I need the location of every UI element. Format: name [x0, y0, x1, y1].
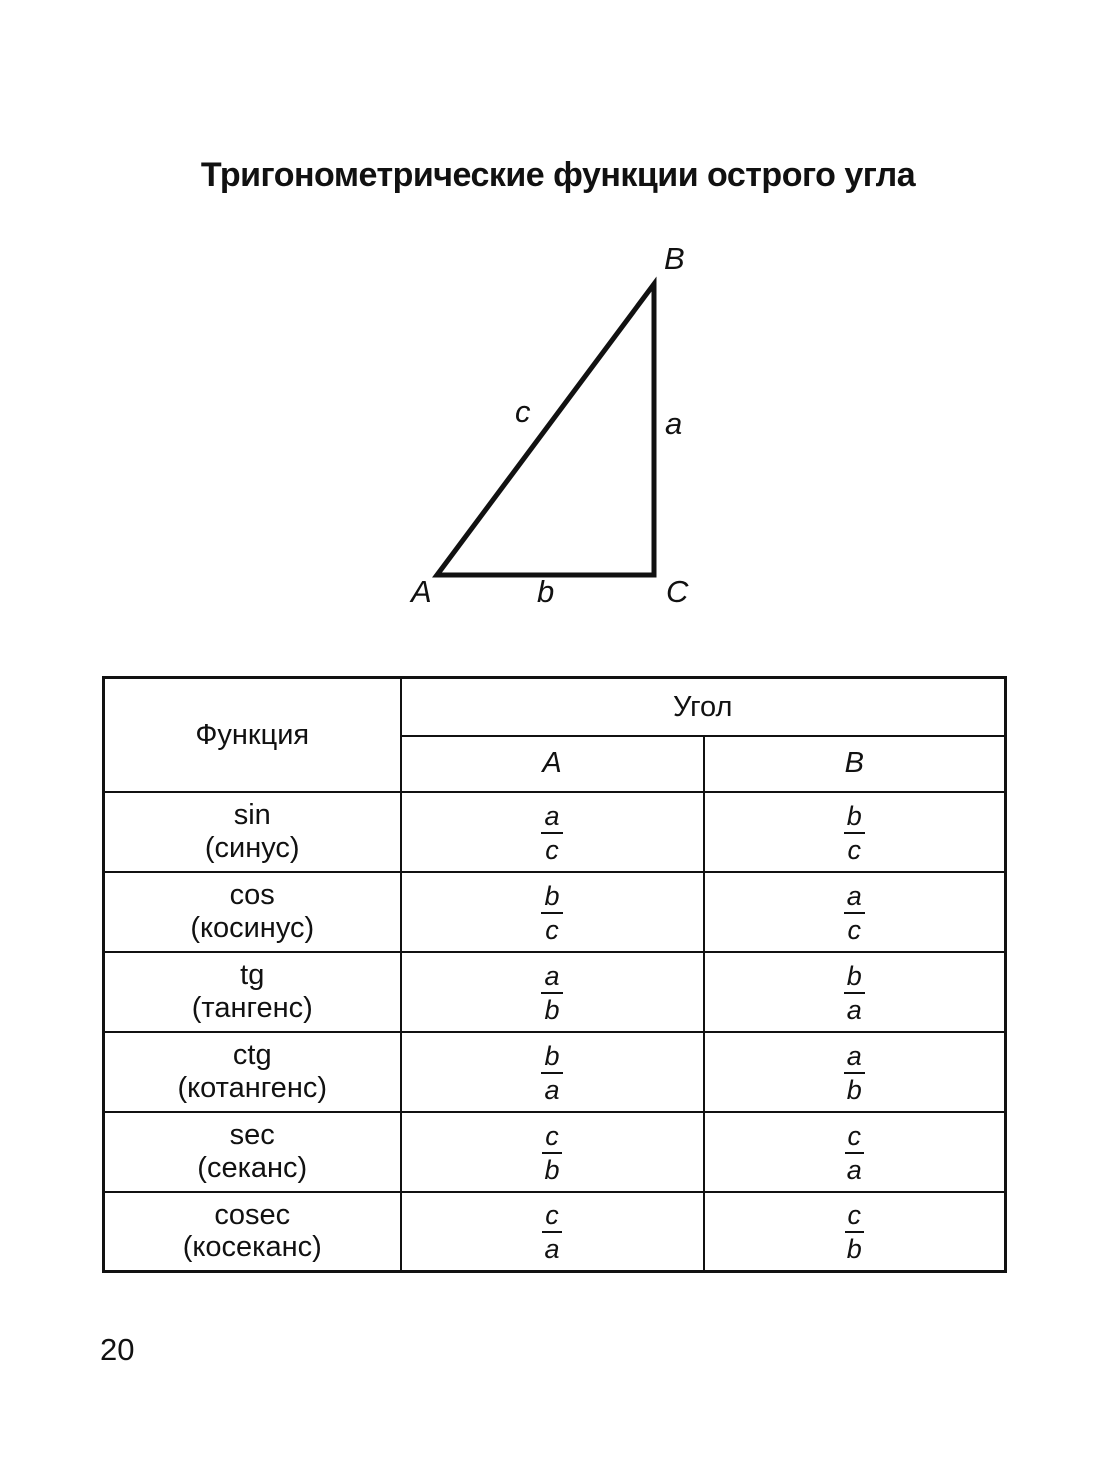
fraction [541, 880, 562, 945]
header-angle: Угол [401, 678, 1006, 736]
ratio-cell-angle-a [401, 1032, 704, 1112]
ratio-cell-angle-a [401, 1192, 704, 1272]
function-name: ctg [232, 1039, 272, 1072]
numerator: b [844, 803, 865, 834]
fraction [541, 1040, 562, 1105]
table-row [104, 1032, 1006, 1112]
denominator: a [544, 1234, 560, 1265]
denominator: c [545, 834, 559, 865]
denominator: a [544, 1074, 560, 1105]
numerator: a [541, 963, 562, 994]
ratio-cell-angle-a [401, 792, 704, 872]
ratio-cell-angle-a [401, 872, 704, 952]
side-label-a: a [665, 406, 683, 441]
function-name-ru: (секанс) [197, 1151, 308, 1184]
fraction [844, 960, 865, 1025]
fraction [844, 880, 865, 945]
denominator: b [544, 994, 560, 1025]
function-name: tg [240, 959, 265, 992]
function-name-ru: (котангенс) [177, 1071, 327, 1104]
vertex-label-c: C [666, 574, 689, 609]
table-row [104, 872, 1006, 952]
numerator: c [845, 1202, 865, 1233]
ratio-cell-angle-b [704, 1192, 1006, 1272]
vertex-label-a: A [411, 574, 432, 609]
page-number: 20 [100, 1332, 135, 1367]
ratio-cell-angle-a [401, 952, 704, 1032]
ratio-cell-angle-b [704, 792, 1006, 872]
denominator: b [846, 1074, 862, 1105]
ratio-cell-angle-b [704, 1112, 1006, 1192]
function-cell [104, 1032, 401, 1112]
table-row [104, 792, 1006, 872]
function-cell [104, 1112, 401, 1192]
fraction [844, 1040, 865, 1105]
fraction [844, 1202, 865, 1263]
page-title: Тригонометрические функции острого угла [200, 156, 916, 194]
header-angle-a: A [401, 736, 704, 792]
function-cell [104, 792, 401, 872]
function-name-ru: (косинус) [190, 911, 315, 944]
function-name: sec [229, 1119, 275, 1152]
numerator: c [542, 1123, 562, 1154]
function-name-ru: (косеканс) [182, 1231, 322, 1264]
function-name-ru: (синус) [204, 831, 300, 864]
table-row [104, 952, 1006, 1032]
numerator: c [845, 1123, 865, 1154]
function-name: sin [233, 799, 271, 832]
function-name: cosec [214, 1198, 291, 1231]
denominator: b [846, 1234, 862, 1265]
function-cell [104, 872, 401, 952]
denominator: c [545, 914, 559, 945]
fraction [541, 800, 562, 865]
numerator: a [541, 803, 562, 834]
right-triangle-figure [0, 0, 1116, 640]
side-label-b: b [537, 574, 555, 609]
numerator: b [541, 1043, 562, 1074]
table-row [104, 1112, 1006, 1192]
denominator: b [544, 1154, 560, 1185]
ratio-cell-angle-b [704, 1032, 1006, 1112]
numerator: b [844, 963, 865, 994]
ratio-cell-angle-b [704, 872, 1006, 952]
vertex-label-b: B [664, 241, 685, 276]
denominator: a [846, 994, 862, 1025]
fraction [844, 800, 865, 865]
denominator: c [847, 834, 861, 865]
function-name: cos [229, 879, 275, 912]
fraction [541, 1120, 562, 1185]
numerator: a [844, 1043, 865, 1074]
table-header-row [104, 678, 1006, 736]
function-name-ru: (тангенс) [191, 991, 313, 1024]
numerator: c [542, 1202, 562, 1233]
denominator: a [846, 1154, 862, 1185]
fraction [844, 1120, 865, 1185]
fraction [541, 1202, 562, 1263]
function-cell [104, 1192, 401, 1272]
header-angle-b: B [704, 736, 1006, 792]
ratio-cell-angle-b [704, 952, 1006, 1032]
header-function: Функция [104, 678, 401, 792]
triangle-shape [437, 284, 654, 575]
numerator: a [844, 883, 865, 914]
side-label-c: c [515, 394, 531, 429]
function-cell [104, 952, 401, 1032]
fraction [541, 960, 562, 1025]
trig-functions-table [102, 676, 1007, 1273]
table-row [104, 1192, 1006, 1272]
denominator: c [847, 914, 861, 945]
ratio-cell-angle-a [401, 1112, 704, 1192]
numerator: b [541, 883, 562, 914]
